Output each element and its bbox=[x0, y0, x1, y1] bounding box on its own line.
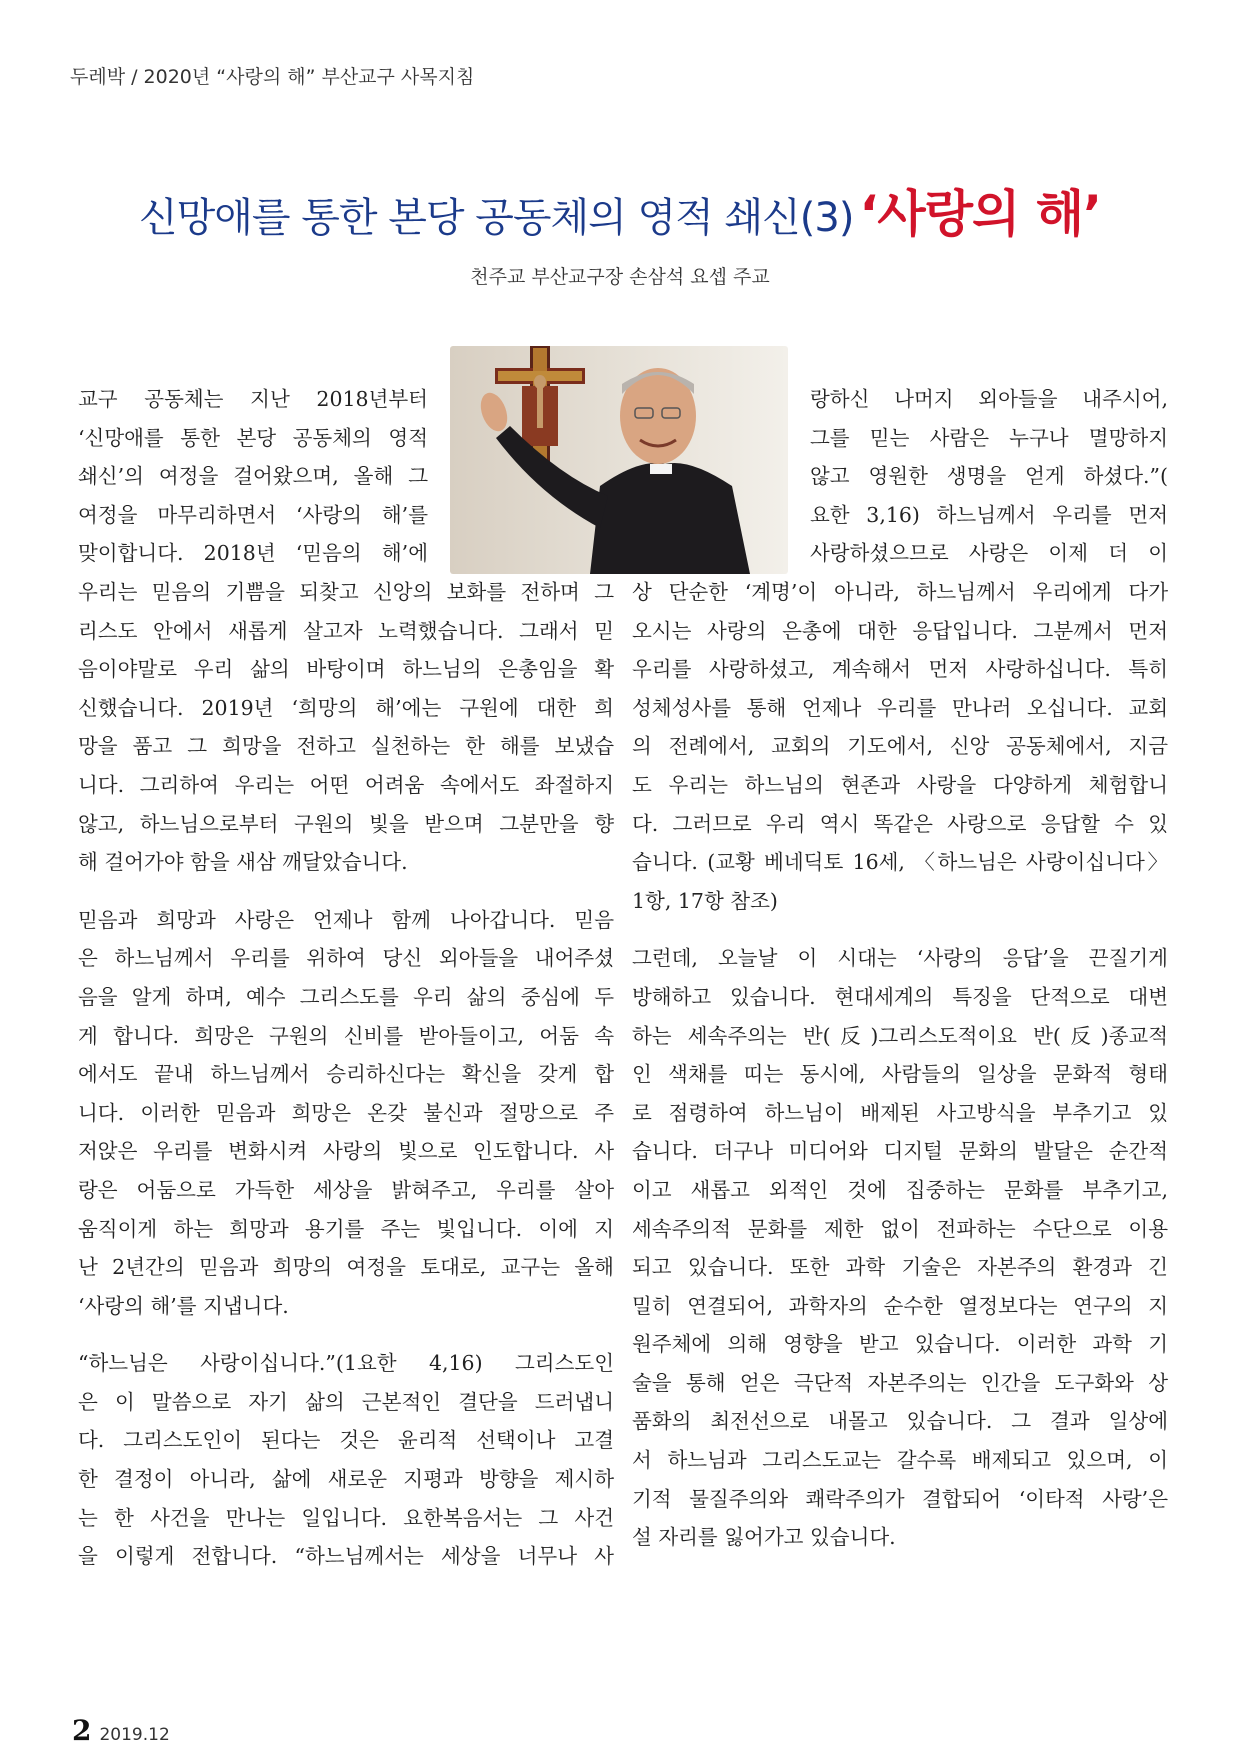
article-title bbox=[0, 174, 1240, 246]
text-line: 1항, 17항 참조) bbox=[632, 888, 778, 913]
text-line: 방해하고 있습니다. 현대세계의 특징을 단적으로 대변 bbox=[632, 984, 1168, 1009]
text-line: 게 합니다. 희망은 구원의 신비를 받아들이고, 어둠 속 bbox=[78, 1023, 614, 1048]
text-line: 요한 3,16) 하느님께서 우리를 먼저 bbox=[810, 502, 1168, 527]
text-line: 을 이렇게 전합니다. “하느님께서는 세상을 너무나 사 bbox=[78, 1544, 614, 1569]
text-line: 망을 품고 그 희망을 전하고 실천하는 한 해를 보냈습 bbox=[78, 734, 614, 759]
text-line: 그런데, 오늘날 이 시대는 ‘사랑의 응답’을 끈질기게 bbox=[632, 946, 1168, 971]
text-line: 원주체에 의해 영향을 받고 있습니다. 이러한 과학 기 bbox=[632, 1332, 1168, 1357]
text-line: 맞이합니다. 2018년 ‘믿음의 해’에 bbox=[78, 541, 428, 566]
text-line: 오시는 사랑의 은총에 대한 응답입니다. 그분께서 먼저 bbox=[632, 618, 1168, 643]
text-line: 되고 있습니다. 또한 과학 기술은 자본주의 환경과 긴 bbox=[632, 1255, 1168, 1280]
column-left-top bbox=[78, 380, 428, 573]
text-line: 리스도 안에서 새롭게 살고자 노력했습니다. 그래서 믿 bbox=[78, 618, 614, 643]
text-line: 성체성사를 통해 언제나 우리를 만나러 오십니다. 교회 bbox=[632, 695, 1168, 720]
column-right-top bbox=[810, 380, 1168, 573]
text-line: 움직이게 하는 희망과 용기를 주는 빛입니다. 이에 지 bbox=[78, 1216, 614, 1241]
text-line: ‘사랑의 해’를 지냅니다. bbox=[78, 1293, 289, 1318]
text-line: 우리는 믿음의 기쁨을 되찾고 신앙의 보화를 전하며 그 bbox=[78, 580, 614, 604]
text-line: 도 우리는 하느님의 현존과 사랑을 다양하게 체험합니 bbox=[632, 772, 1168, 797]
text-line: ‘신망애를 통한 본당 공동체의 영적 bbox=[78, 425, 428, 450]
text-line: 서 하느님과 그리스도교는 갈수록 배제되고 있으며, 이 bbox=[632, 1448, 1168, 1473]
text-line: 세속주의적 문화를 제한 없이 전파하는 수단으로 이용 bbox=[632, 1216, 1168, 1241]
running-header: 두레박 / 2020년 “사랑의 해” 부산교구 사목지침 bbox=[70, 66, 475, 88]
title-accent: ‘사랑의 해’ bbox=[859, 185, 1102, 243]
text-line: 난 2년간의 믿음과 희망의 여정을 토대로, 교구는 올해 bbox=[78, 1255, 614, 1280]
title-main: 신망애를 통한 본당 공동체의 영적 쇄신(3) bbox=[138, 195, 854, 241]
text-line: “하느님은 사랑이십니다.”(1요한 4,16) 그리스도인 bbox=[78, 1351, 614, 1376]
text-line: 는 한 사건을 만나는 일입니다. 요한복음서는 그 사건 bbox=[78, 1505, 614, 1530]
text-line: 인 색채를 띠는 동시에, 사람들의 일상을 문화적 형태 bbox=[632, 1062, 1168, 1087]
text-line: 교구 공동체는 지난 2018년부터 bbox=[78, 387, 428, 411]
text-line: 해 걸어가야 함을 새삼 깨달았습니다. bbox=[78, 850, 408, 875]
paragraph-gap bbox=[78, 882, 614, 901]
text-line: 않고 영원한 생명을 얻게 하셨다.”( bbox=[810, 464, 1168, 489]
text-line: 술을 통해 얻은 극단적 자본주의는 인간을 도구화와 상 bbox=[632, 1370, 1168, 1395]
text-line: 습니다. 더구나 미디어와 디지털 문화의 발달은 순간적 bbox=[632, 1139, 1168, 1164]
text-line: 하는 세속주의는 반(反)그리스도적이요 반(反)종교적 bbox=[632, 1023, 1168, 1048]
text-line: 저앉은 우리를 변화시켜 사랑의 빛으로 인도합니다. 사 bbox=[78, 1139, 614, 1164]
page-footer bbox=[72, 1714, 170, 1747]
text-line: 랑은 어둠으로 가득한 세상을 밝혀주고, 우리를 살아 bbox=[78, 1177, 614, 1202]
text-line: 품화의 최전선으로 내몰고 있습니다. 그 결과 일상에 bbox=[632, 1409, 1168, 1434]
text-line: 음이야말로 우리 삶의 바탕이며 하느님의 은총임을 확 bbox=[78, 657, 614, 682]
text-line: 다. 그러므로 우리 역시 똑같은 사랑으로 응답할 수 있 bbox=[632, 811, 1168, 836]
text-line: 니다. 이러한 믿음과 희망은 온갖 불신과 절망으로 주 bbox=[78, 1100, 614, 1125]
text-line: 에서도 끝내 하느님께서 승리하신다는 확신을 갖게 합 bbox=[78, 1062, 614, 1087]
column-left bbox=[78, 573, 614, 1576]
issue-date: 2019.12 bbox=[99, 1725, 170, 1745]
text-line: 습니다. (교황 베네딕토 16세, 〈하느님은 사랑이십니다〉 bbox=[632, 850, 1168, 875]
text-line: 이고 새롭고 외적인 것에 집중하는 문화를 부추기고, bbox=[632, 1177, 1168, 1202]
bishop-photo bbox=[450, 346, 788, 574]
text-line: 설 자리를 잃어가고 있습니다. bbox=[632, 1525, 896, 1550]
text-line: 사랑하셨으므로 사랑은 이제 더 이 bbox=[810, 541, 1168, 566]
text-line: 그를 믿는 사람은 누구나 멸망하지 bbox=[810, 425, 1168, 450]
text-line: 믿음과 희망과 사랑은 언제나 함께 나아갑니다. 믿음 bbox=[78, 907, 614, 932]
text-line: 은 이 말씀으로 자기 삶의 근본적인 결단을 드러냅니 bbox=[78, 1389, 614, 1414]
text-line: 음을 알게 하며, 예수 그리스도를 우리 삶의 중심에 두 bbox=[78, 984, 614, 1009]
text-line: 기적 물질주의와 쾌락주의가 결합되어 ‘이타적 사랑’은 bbox=[632, 1486, 1168, 1511]
text-line: 상 단순한 ‘계명’이 아니라, 하느님께서 우리에게 다가 bbox=[632, 580, 1168, 604]
paragraph-gap bbox=[632, 920, 1168, 939]
text-line: 랑하신 나머지 외아들을 내주시어, bbox=[810, 387, 1168, 411]
paragraph-gap bbox=[78, 1325, 614, 1344]
text-line: 여정을 마무리하면서 ‘사랑의 해’를 bbox=[78, 502, 428, 527]
text-line: 니다. 그리하여 우리는 어떤 어려움 속에서도 좌절하지 bbox=[78, 772, 614, 797]
text-line: 신했습니다. 2019년 ‘희망의 해’에는 구원에 대한 희 bbox=[78, 695, 614, 720]
text-line: 밀히 연결되어, 과학자의 순수한 열정보다는 연구의 지 bbox=[632, 1293, 1168, 1318]
text-line: 의 전례에서, 교회의 기도에서, 신앙 공동체에서, 지금 bbox=[632, 734, 1168, 759]
text-line: 우리를 사랑하셨고, 계속해서 먼저 사랑하십니다. 특히 bbox=[632, 657, 1168, 682]
author-byline: 천주교 부산교구장 손삼석 요셉 주교 bbox=[470, 266, 770, 288]
text-line: 다. 그리스도인이 된다는 것은 윤리적 선택이나 고결 bbox=[78, 1428, 614, 1453]
text-line: 로 점령하여 하느님이 배제된 사고방식을 부추기고 있 bbox=[632, 1100, 1168, 1125]
column-right bbox=[632, 573, 1168, 1557]
text-line: 않고, 하느님으로부터 구원의 빛을 받으며 그분만을 향 bbox=[78, 811, 614, 836]
text-line: 은 하느님께서 우리를 위하여 당신 외아들을 내어주셨 bbox=[78, 946, 614, 971]
page-number: 2 bbox=[72, 1714, 92, 1747]
text-line: 쇄신’의 여정을 걸어왔으며, 올해 그 bbox=[78, 464, 428, 489]
text-line: 한 결정이 아니라, 삶에 새로운 지평과 방향을 제시하 bbox=[78, 1467, 614, 1492]
